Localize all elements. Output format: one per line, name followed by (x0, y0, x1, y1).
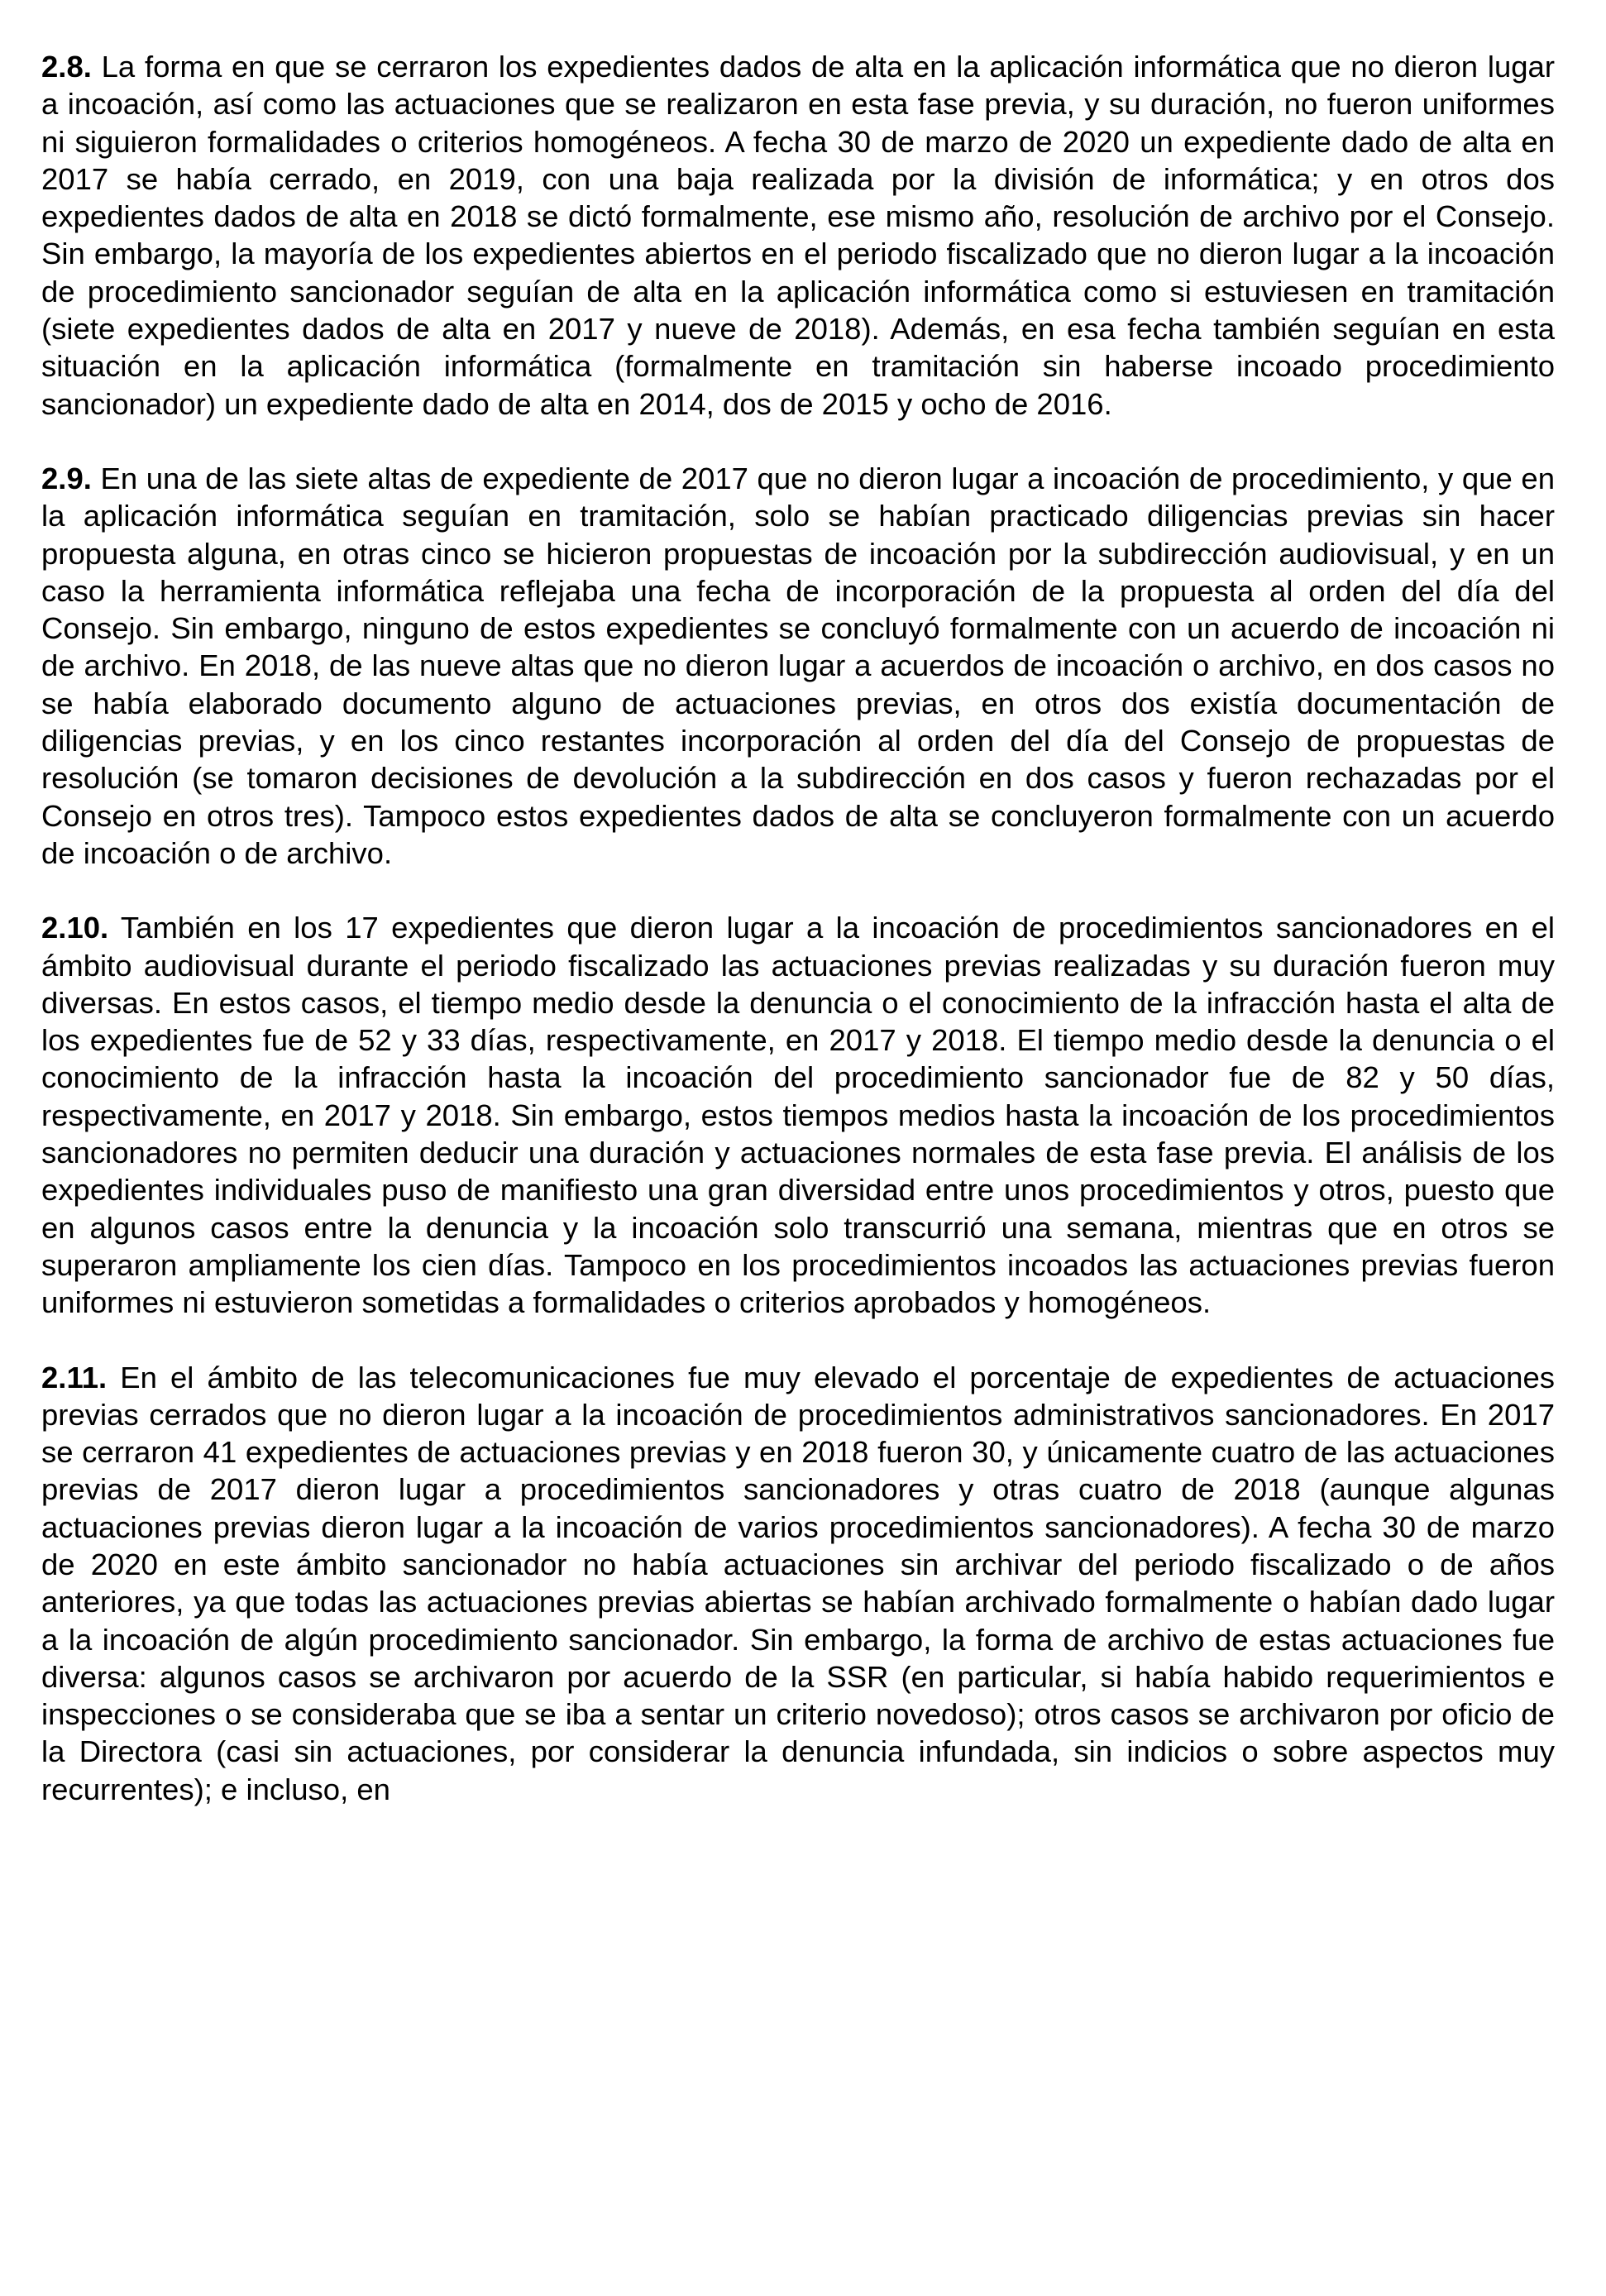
paragraph-text: En una de las siete altas de expediente de 2017 que no dieron lugar a incoación de procedimiento, y que en la aplicación informática seguían en tramitación, solo se habían practicado diligencias previas sin hacer propuesta alguna, en otras cinco se hicieron propuestas de incoación por la subdirección audiovisual, y en un caso la herramienta informática reflejaba una fecha de incorporación de la propuesta al orden del día del Consejo. Sin embargo, ninguno de estos expedientes se concluyó formalmente con un acuerdo de incoación ni de archivo. En 2018, de las nueve altas que no dieron lugar a acuerdos de incoación o archivo, en dos casos no se había elaborado documento alguno de actuaciones previas, en otros dos existía documentación de diligencias previas, y en los cinco restantes incorporación al orden del día del Consejo de propuestas de resolución (se tomaron decisiones de devolución a la subdirección en dos casos y fueron rechazadas por el Consejo en otros tres). Tampoco estos expedientes dados de alta se concluyeron formalmente con un acuerdo de incoación o de archivo. (41, 461, 1555, 870)
document-page (41, 48, 1555, 1845)
paragraph-number: 2.10. (41, 911, 109, 945)
paragraph-2-10 (41, 909, 1555, 1321)
paragraph-2-9 (41, 460, 1555, 872)
paragraph-number: 2.11. (41, 1360, 108, 1394)
paragraph-text: En el ámbito de las telecomunicaciones fue muy elevado el porcentaje de expedientes de actuaciones previas cerrados que no dieron lugar a la incoación de procedimientos administrativos sancionadores. En 2017 se cerraron 41 expedientes de actuaciones previas y en 2018 fueron 30, y únicamente cuatro de las actuaciones previas de 2017 dieron lugar a procedimientos sancionadores y otras cuatro de 2018 (aunque algunas actuaciones previas dieron lugar a la incoación de varios procedimientos sancionadores). A fecha 30 de marzo de 2020 en este ámbito sancionador no había actuaciones sin archivar del periodo fiscalizado o de años anteriores, ya que todas las actuaciones previas abiertas se habían archivado formalmente o habían dado lugar a la incoación de algún procedimiento sancionador. Sin embargo, la forma de archivo de estas actuaciones fue diversa: algunos casos se archivaron por acuerdo de la SSR (en particular, si había habido requerimientos e inspecciones o se consideraba que se iba a sentar un criterio novedoso); otros casos se archivaron por oficio de la Directora (casi sin actuaciones, por considerar la denuncia infundada, sin indicios o sobre aspectos muy recurrentes); e incluso, en (41, 1360, 1555, 1806)
paragraph-number: 2.9. (41, 461, 92, 495)
paragraph-number: 2.8. (41, 50, 92, 84)
paragraph-2-8 (41, 48, 1555, 423)
paragraph-text: La forma en que se cerraron los expedientes dados de alta en la aplicación informática que no dieron lugar a incoación, así como las actuaciones que se realizaron en esta fase previa, y su duración, no fueron uniformes ni siguieron formalidades o criterios homogéneos. A fecha 30 de marzo de 2020 un expediente dado de alta en 2017 se había cerrado, en 2019, con una baja realizada por la división de informática; y en otros dos expedientes dados de alta en 2018 se dictó formalmente, ese mismo año, resolución de archivo por el Consejo. Sin embargo, la mayoría de los expedientes abiertos en el periodo fiscalizado que no dieron lugar a la incoación de procedimiento sancionador seguían de alta en la aplicación informática como si estuviesen en tramitación (siete expedientes dados de alta en 2017 y nueve de 2018). Además, en esa fecha también seguían en esta situación en la aplicación informática (formalmente en tramitación sin haberse incoado procedimiento sancionador) un expediente dado de alta en 2014, dos de 2015 y ocho de 2016. (41, 50, 1555, 421)
paragraph-text: También en los 17 expedientes que dieron lugar a la incoación de procedimientos sancionadores en el ámbito audiovisual durante el periodo fiscalizado las actuaciones previas realizadas y su duración fueron muy diversas. En estos casos, el tiempo medio desde la denuncia o el conocimiento de la infracción hasta el alta de los expedientes fue de 52 y 33 días, respectivamente, en 2017 y 2018. El tiempo medio desde la denuncia o el conocimiento de la infracción hasta la incoación del procedimiento sancionador fue de 82 y 50 días, respectivamente, en 2017 y 2018. Sin embargo, estos tiempos medios hasta la incoación de los procedimientos sancionadores no permiten deducir una duración y actuaciones normales de esta fase previa. El análisis de los expedientes individuales puso de manifiesto una gran diversidad entre unos procedimientos y otros, puesto que en algunos casos entre la denuncia y la incoación solo transcurrió una semana, mientras que en otros se superaron ampliamente los cien días. Tampoco en los procedimientos incoados las actuaciones previas fueron uniformes ni estuvieron sometidas a formalidades o criterios aprobados y homogéneos. (41, 911, 1555, 1320)
paragraph-2-11 (41, 1359, 1555, 1809)
